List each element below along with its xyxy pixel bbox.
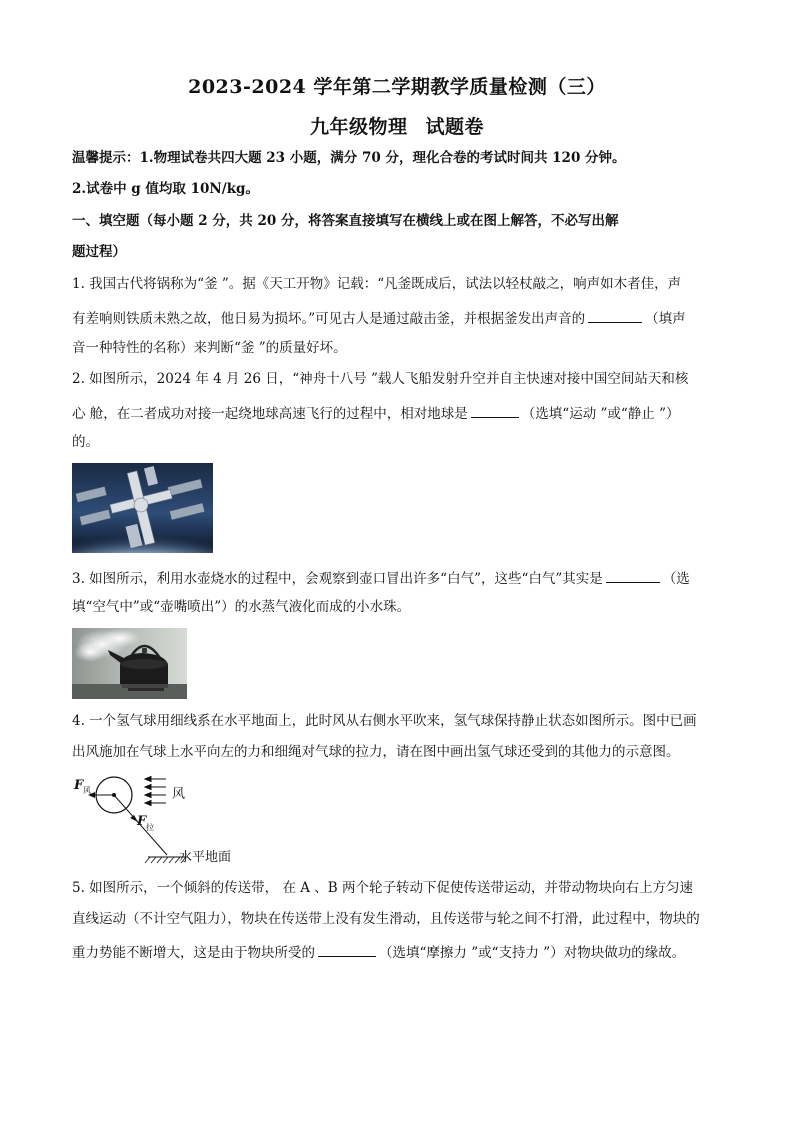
q3-text-a: 3. 如图所示，利用水壶烧水的过程中，会观察到壶口冒出许多“白气”，这些“白气”其实是 <box>72 571 603 587</box>
balloon-force-diagram <box>70 770 250 865</box>
q5-text-a: 重力势能不断增大，这是由于物块所受的 <box>72 945 315 961</box>
q3-text-b: （选 <box>662 571 690 587</box>
q2-line-2 <box>72 405 732 422</box>
q2-text-a: 心 舱，在二者成功对接一起绕地球高速飞行的过程中，相对地球是 <box>72 406 468 422</box>
q4-line-1: 4. 一个氢气球用细线系在水平地面上，此时风从右侧水平吹来，氢气球保持静止状态如图所示。图中已画 <box>72 713 697 729</box>
notice-text-1: 1.物理试卷共四大题 23 小题，满分 70 分，理化合卷的考试时间共 120 分钟。 <box>139 150 626 166</box>
q5-line-2: 直线运动（不计空气阻力），物块在传送带上没有发生滑动，且传送带与轮之间不打滑，此过程中，物块的 <box>72 911 700 927</box>
q1-line-3: 音一种特性的名称）来判断“釜 ”的质量好坏。 <box>72 340 347 356</box>
q4-line-2: 出风施加在气球上水平向左的力和细绳对气球的拉力，请在图中画出氢气球还受到的其他力的示意图。 <box>72 744 680 760</box>
notice-line-2: 2.试卷中 g 值均取 10N/kg。 <box>72 181 259 197</box>
pull-force-label: F <box>137 814 147 829</box>
paper-name: 试题卷 <box>425 116 485 138</box>
notice-label: 温馨提示： <box>72 150 140 166</box>
q3-answer-blank[interactable] <box>606 570 660 583</box>
wind-force-subscript: 风 <box>83 786 91 795</box>
q5-text-b: （选填“摩擦力 ”或“支持力 ”）对物块做功的缘故。 <box>379 945 686 961</box>
subject-name: 九年级物理 <box>309 116 408 138</box>
notice-line-1 <box>72 152 732 166</box>
q1-line-2 <box>72 310 732 327</box>
space-station-image <box>72 463 213 553</box>
q2-text-b: （选填“运动 ”或“静止 ”） <box>521 406 680 422</box>
exam-title: 2023-2024 学年第二学期教学质量检测（三） <box>188 76 606 98</box>
q1-text-a: 有差响则铁质未熟之故，他日易为损坏。”可见古人是通过敲击釜，并根据釜发出声音的 <box>72 311 586 327</box>
exam-subtitle <box>0 112 794 139</box>
q3-line-1 <box>72 570 732 587</box>
q2-answer-blank[interactable] <box>471 405 519 418</box>
kettle-image <box>72 628 187 699</box>
q5-answer-blank[interactable] <box>318 944 376 957</box>
section-heading-cont: 题过程） <box>72 244 126 260</box>
q5-line-3 <box>72 944 732 961</box>
q1-line-1: 1. 我国古代将锅称为“釜 ”。据《天工开物》记载：“凡釜既成后，试法以轻杖敲之，响声如木者佳，声 <box>72 276 682 292</box>
pull-force-subscript: 拉 <box>146 823 154 832</box>
ground-label: 水平地面 <box>179 850 232 865</box>
q2-line-1: 2. 如图所示，2024 年 4 月 26 日，“神舟十八号 ”载人飞船发射升空并自主快速对接中国空间站天和核 <box>72 371 689 387</box>
q1-text-b: （填声 <box>645 311 686 327</box>
q2-line-3: 的。 <box>72 434 99 450</box>
wind-arrows <box>145 777 166 806</box>
wind-label: 风 <box>172 787 186 802</box>
wind-force-label: F <box>74 778 84 793</box>
q1-answer-blank[interactable] <box>588 310 642 323</box>
q5-line-1: 5. 如图所示，一个倾斜的传送带， 在 A 、B 两个轮子转动下促使传送带运动，并带动物块向右上方匀速 <box>72 880 694 896</box>
section-heading: 一、填空题（每小题 2 分，共 20 分，将答案直接填写在横线上或在图上解答，不必写出解 <box>72 213 619 229</box>
q3-line-2: 填“空气中”或“壶嘴喷出”）的水蒸气液化而成的小水珠。 <box>72 599 411 615</box>
